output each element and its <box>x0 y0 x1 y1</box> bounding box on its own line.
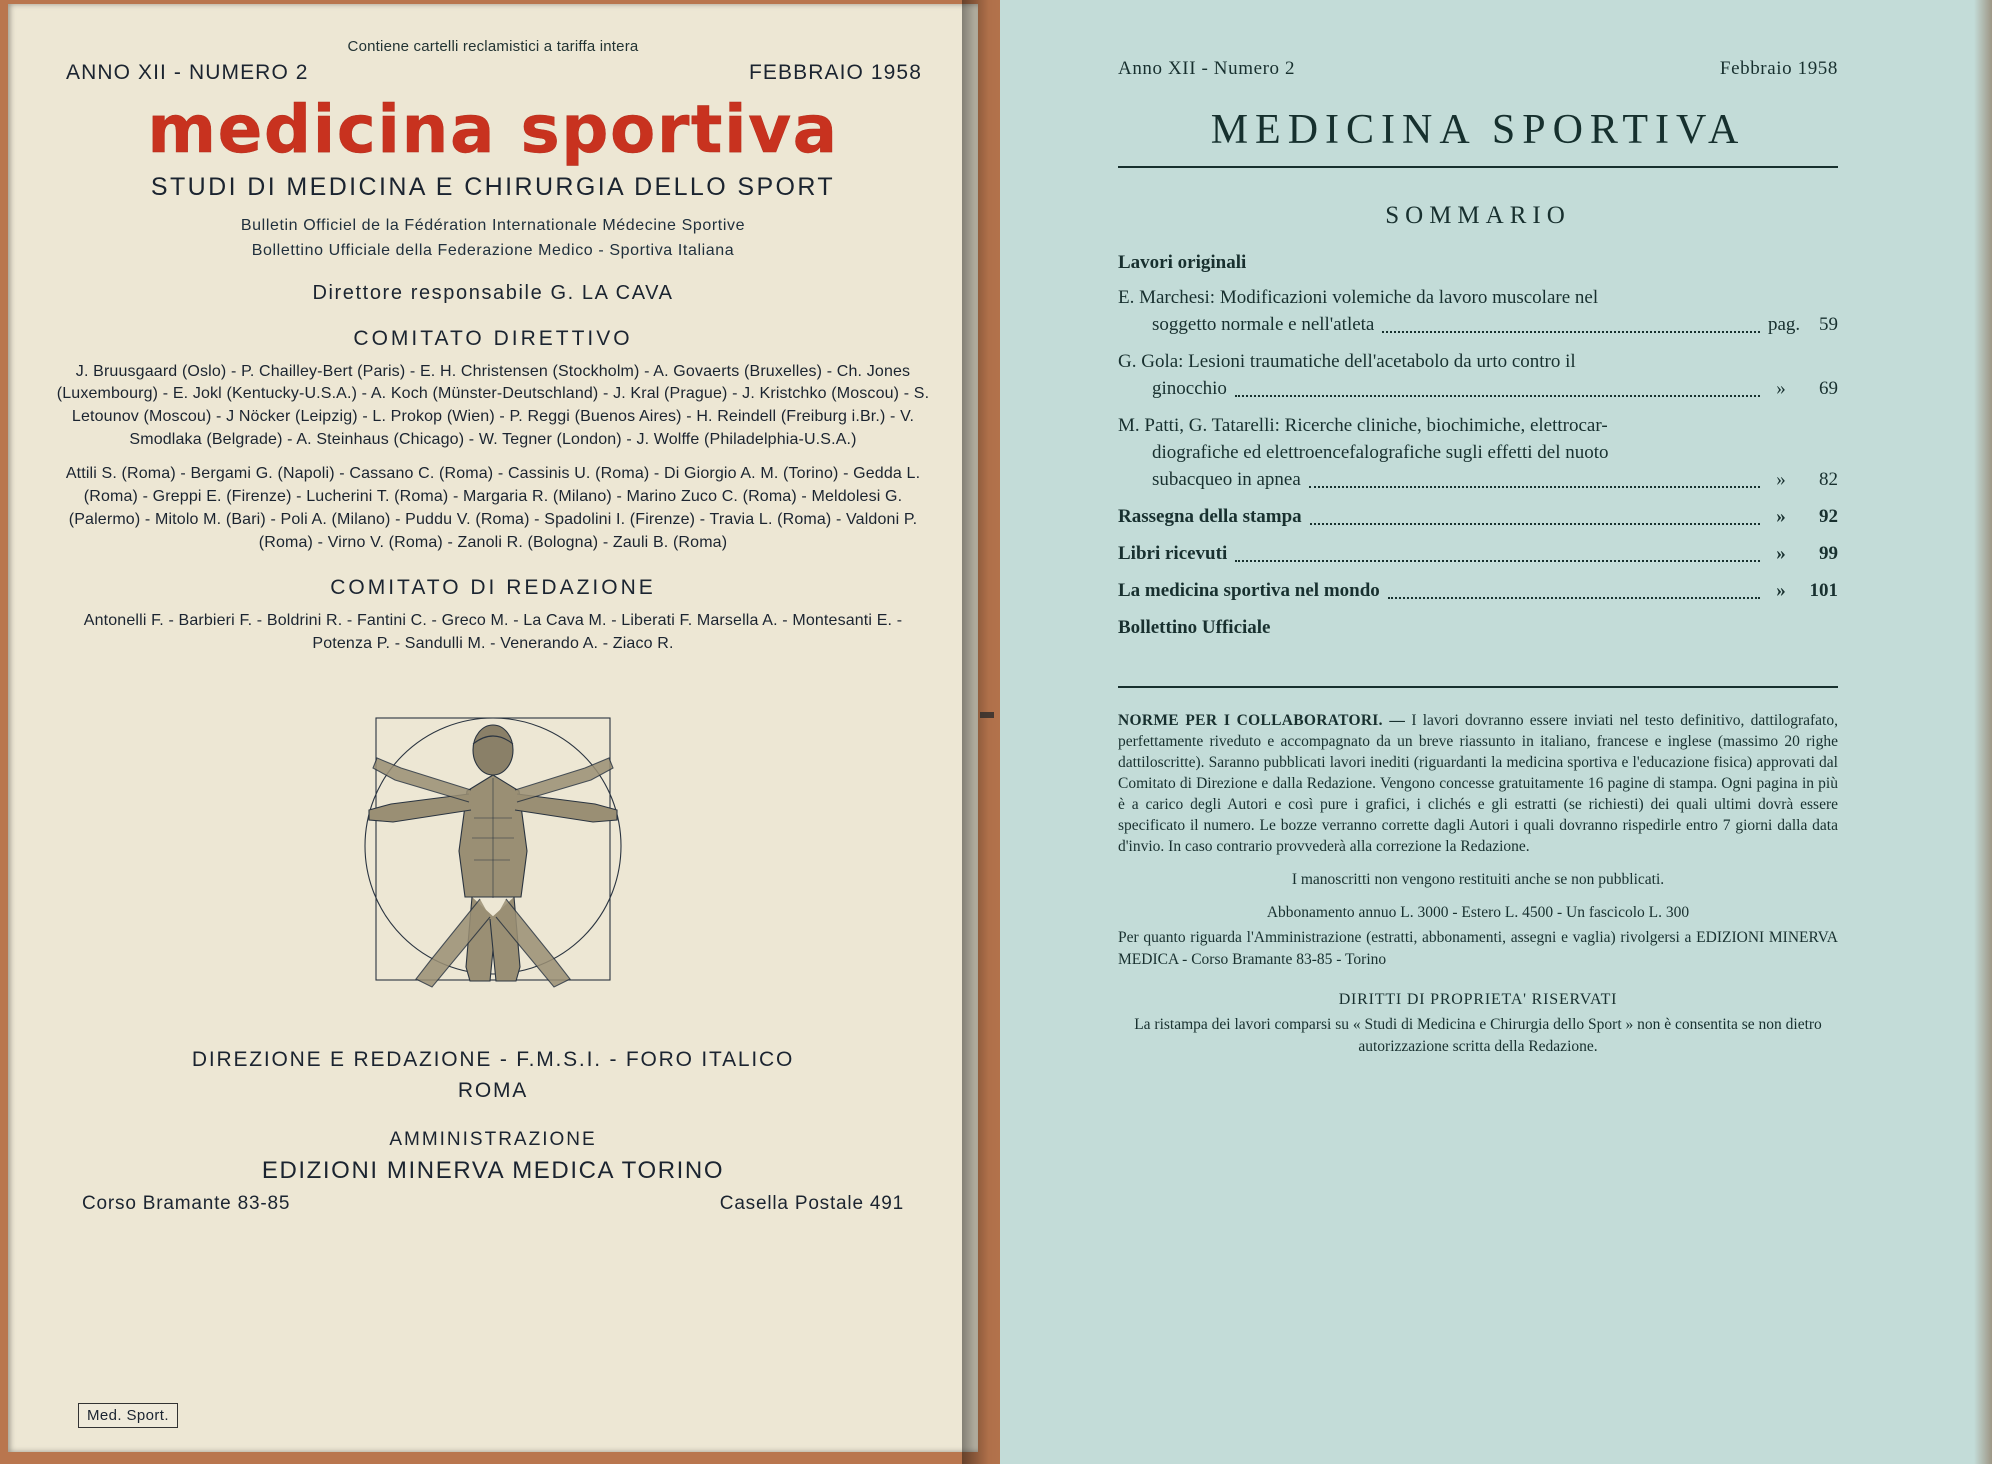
committee-international-members: J. Bruusgaard (Oslo) - P. Chailley-Bert (Paris) - E. H. Christensen (Stockholm) - A. Govaerts (Bruxelles) - Ch. Jones (Luxembourg) - E. Jokl (Kentucky-U.S.A.) - A. Koch (Münster-Deutschland) - J. Kral (Prague) - J. Kristchko (Moscou) - S. Letounov (Moscou) - J Nöcker (Leipzig) - L. Prokop (Wien) - P. Reggi (Buenos Aires) - H. Reindell (Freiburg i.Br.) - V. Smodlaka (Belgrade) - A. Steinhaus (Chicago) - W. Tegner (London) - J. Wolffe (Philadelphia-U.S.A.) <box>56 362 930 448</box>
toc-leader-dots <box>1310 513 1760 525</box>
toc-leader-dots <box>1382 321 1760 333</box>
cover-page <box>8 4 978 1452</box>
publisher-postbox: Casella Postale 491 <box>719 1192 904 1214</box>
toc-entry[interactable] <box>1118 578 1838 605</box>
publisher-name: EDIZIONI MINERVA MEDICA TORINO <box>261 1156 725 1184</box>
toc-leader-dots <box>1235 385 1760 397</box>
committee-editorial-title: COMITATO DI REDAZIONE <box>330 576 656 600</box>
imprint-block <box>52 1044 934 1215</box>
toc-entry-line2: soggetto normale e nell'atleta <box>1152 313 1375 335</box>
toc-entry[interactable] <box>1118 285 1838 339</box>
summary-magazine-title: MEDICINA SPORTIVA <box>1210 107 1746 153</box>
table-of-contents <box>1118 250 1838 642</box>
issue-number: ANNO XII - NUMERO 2 <box>66 61 309 84</box>
toc-page-prefix: » <box>1776 542 1786 564</box>
committee-directive-title: COMITATO DIRETTIVO <box>353 326 633 350</box>
administration-note: Per quanto riguarda l'Amministrazione (estratti, abbonamenti, assegni e vaglia) rivolgersi a EDIZIONI MINERVA MEDICA - Corso Bramante 83-85 - Torino <box>1118 929 1838 969</box>
committee-directive-names <box>52 361 934 555</box>
toc-entry[interactable] <box>1118 349 1838 403</box>
library-stamp: Med. Sport. <box>78 1403 178 1428</box>
toc-page-prefix: » <box>1776 377 1786 399</box>
copyright-body: La ristampa dei lavori comparsi su « Studi di Medicina e Chirurgia dello Sport » non è consentita se non dietro autorizzazione scritta della Redazione. <box>1134 1016 1822 1056</box>
toc-page-number: 69 <box>1819 377 1838 399</box>
magazine-title: medicina sportiva <box>147 91 839 168</box>
toc-entry-line2: diografiche ed elettroencefalografiche sugli effetti del nuoto <box>1152 441 1609 463</box>
toc-entry[interactable] <box>1118 615 1838 642</box>
summary-issue-number: Anno XII - Numero 2 <box>1118 58 1296 79</box>
administration-label: AMMINISTRAZIONE <box>389 1128 597 1150</box>
toc-entry-line1: G. Gola: Lesioni traumatiche dell'acetabolo da urto contro il <box>1118 350 1576 372</box>
toc-page-number: 101 <box>1809 579 1838 601</box>
toc-page-prefix: » <box>1776 579 1786 601</box>
summary-page <box>1000 0 1992 1464</box>
toc-entry[interactable] <box>1118 541 1838 568</box>
contributor-rules <box>1118 710 1838 1058</box>
summary-issue-line <box>1118 58 1838 80</box>
bulletin-french: Bulletin Officiel de la Fédération Internationale Médecine Sportive <box>240 217 746 234</box>
vitruvian-man-illustration <box>258 678 728 1028</box>
publisher-street: Corso Bramante 83-85 <box>82 1192 291 1214</box>
toc-entry-line1: E. Marchesi: Modificazioni volemiche da lavoro muscolare nel <box>1118 286 1599 308</box>
editorial-address-line2: ROMA <box>457 1079 529 1103</box>
contributor-rules-title: NORME PER I COLLABORATORI. — <box>1118 711 1406 729</box>
issue-date: FEBBRAIO 1958 <box>748 61 922 84</box>
director-line: Direttore responsabile G. LA CAVA <box>312 281 674 304</box>
toc-entry-line2: ginocchio <box>1152 377 1227 399</box>
toc-page-prefix: » <box>1776 468 1786 490</box>
bulletin-lines <box>52 214 934 264</box>
section-divider <box>1118 686 1838 688</box>
editorial-members: Antonelli F. - Barbieri F. - Boldrini R. - Fantini C. - Greco M. - La Cava M. - Liberati F. Marsella A. - Montesanti E. - Potenza P. - Sandulli M. - Venerando A. - Ziaco R. <box>83 612 903 653</box>
toc-page-prefix: » <box>1776 505 1786 527</box>
advert-notice: Contiene cartelli reclamistici a tariffa intera <box>347 38 639 55</box>
issue-line <box>52 61 934 85</box>
toc-entry-title: La medicina sportiva nel mondo <box>1118 579 1380 601</box>
toc-page-number: 82 <box>1819 468 1838 490</box>
page-edge-mark <box>980 712 994 718</box>
magazine-subtitle: STUDI DI MEDICINA E CHIRURGIA DELLO SPORT <box>150 173 836 201</box>
toc-page-prefix: pag. <box>1768 313 1801 335</box>
toc-entry[interactable] <box>1118 413 1838 494</box>
toc-page-number: 59 <box>1819 313 1838 335</box>
summary-issue-date: Febbraio 1958 <box>1719 58 1838 79</box>
toc-entry-title: Bollettino Ufficiale <box>1118 616 1271 638</box>
toc-leader-dots <box>1309 476 1760 488</box>
contributor-rules-paragraph <box>1118 710 1838 858</box>
committee-editorial-names <box>52 610 934 655</box>
contributor-rules-body: I lavori dovranno essere inviati nel testo definitivo, dattilografato, perfettamente riveduto e accompagnato da un breve riassunto in italiano, francese e inglese (massimo 20 righe dattiloscritte). Saranno pubblicati lavori inediti (riguardanti la medicina sportiva e l'educazione fisica) approvati dal Comitato di Direzione e dalla Redazione. Vengono concesse gratuitamente 16 pagine di stampa. Ogni pagina in più è a carico degli Autori e così pure i grafici, i clichés e gli estratti (se richiesti) dei quali ultimi dovrà essere specificato il numero. Le bozze verranno corrette dagli Autori i quali dovranno rispedirle entro 7 giorni dalla data d'invio. In caso contrario provvederà alla correzione la Redazione. <box>1118 711 1838 856</box>
subscription-prices: Abbonamento annuo L. 3000 - Estero L. 4500 - Un fascicolo L. 300 <box>1266 904 1690 922</box>
toc-page-number: 92 <box>1819 505 1838 527</box>
toc-entry-title: Libri ricevuti <box>1118 542 1228 564</box>
committee-italian-members: Attili S. (Roma) - Bergami G. (Napoli) - Cassano C. (Roma) - Cassinis U. (Roma) - Di Giorgio A. M. (Torino) - Gedda L. (Roma) - Greppi E. (Firenze) - Lucherini T. (Roma) - Margaria R. (Milano) - Marino Zuco C. (Roma) - Meldolesi G. (Palermo) - Mitolo M. (Bari) - Poli A. (Milano) - Puddu V. (Roma) - Spadolini I. (Firenze) - Travia L. (Roma) - Valdoni P. (Roma) - Virno V. (Roma) - Zanoli R. (Bologna) - Zauli B. (Roma) <box>65 465 921 551</box>
toc-page-number: 99 <box>1819 542 1838 564</box>
copyright-title: DIRITTI DI PROPRIETA' RISERVATI <box>1338 990 1618 1008</box>
toc-entry-line1: M. Patti, G. Tatarelli: Ricerche cliniche, biochimiche, elettrocar- <box>1118 414 1608 436</box>
toc-entry-line3: subacqueo in apnea <box>1152 468 1301 490</box>
title-rule <box>1118 166 1838 168</box>
bulletin-italian: Bollettino Ufficiale della Federazione Medico - Sportiva Italiana <box>251 241 735 259</box>
editorial-address-line1: DIREZIONE E REDAZIONE - F.M.S.I. - FORO ITALICO <box>191 1047 795 1071</box>
manuscript-note: I manoscritti non vengono restituiti anche se non pubblicati. <box>1291 871 1665 889</box>
toc-entry-title: Rassegna della stampa <box>1118 505 1302 527</box>
toc-leader-dots <box>1388 587 1760 599</box>
toc-section-head: Lavori originali <box>1118 252 1247 273</box>
summary-heading: SOMMARIO <box>1385 202 1571 229</box>
publisher-address-row <box>52 1193 934 1215</box>
toc-entry[interactable] <box>1118 504 1838 531</box>
toc-leader-dots <box>1235 550 1760 562</box>
